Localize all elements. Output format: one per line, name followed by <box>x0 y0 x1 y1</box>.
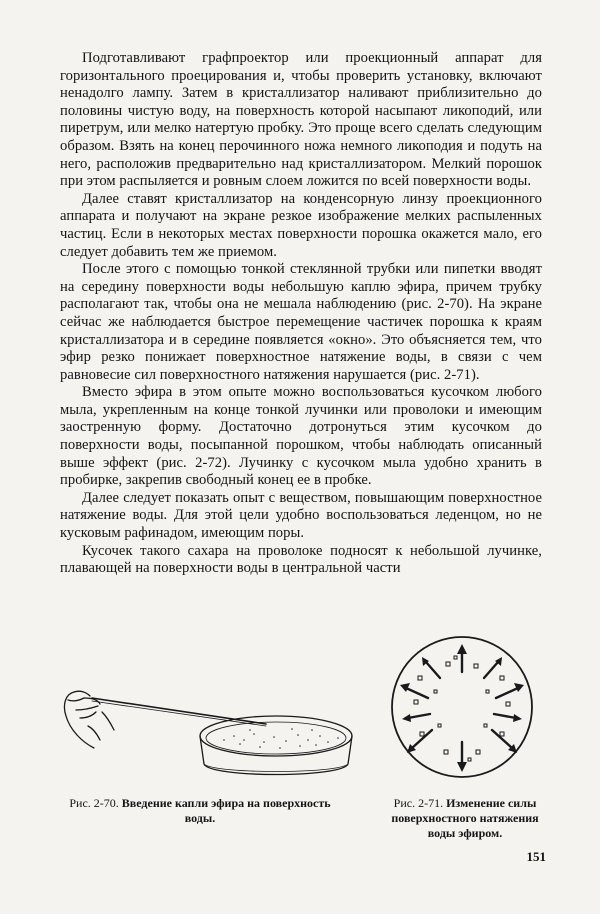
paragraph: После этого с помощью тонкой стеклянной трубки или пипетки вводят на середину поверхности воды небольшую каплю эфира, причем трубку располагают так, чтобы она не мешала наблюдению (рис. 2-70). На экране сейчас же наблюдается быстрое перемещение частичек порошка к краям кристаллизатора и в середине появляется «окно». Это объясняется тем, что эфир резко понижает поверхностное натяжение воды, в связи с чем равновесие сил поверхностного натяжения нарушается (рис. 2-71). <box>60 261 542 383</box>
force-arrows <box>406 650 518 766</box>
figure-2-70-label: Рис. 2-70. <box>69 796 119 810</box>
figure-2-71-caption-text: Изменение силы поверхностного натяжения воды эфиром. <box>391 796 539 840</box>
paragraph: Далее следует показать опыт с веществом, повышающим поверхностное натяжение воды. Для этой цели удобно воспользоваться леденцом, но не кусковым рафинадом, имеющим поры. <box>60 489 542 542</box>
paragraph: Подготавливают графпроектор или проекционный аппарат для горизонтального проецирования и, чтобы проверить установку, включают ненадолго лампу. Затем в кристаллизатор наливают приблизительно до половины чистую воду, на поверхность которой насыпают ликоподий, или пиретрум, или мелко натертую пробку. Это проще всего сделать следующим образом. Взять на конец перочинного ножа немного ликоподия и подуть на него, расположив предварительно над кристаллизатором. Мелкий порошок при этом распыляется и ровным слоем ложится по всей поверхности воды. <box>60 50 542 190</box>
body-text <box>60 50 542 578</box>
page-number: 151 <box>526 849 546 864</box>
paragraph: Далее ставят кристаллизатор на конденсорную линзу проекционного аппарата и получают на экране резкое изображение мелких распыленных частиц. Если в некоторых местах поверхности порошка окажется мало, его следует добавить тем же приемом. <box>60 190 542 260</box>
figure-2-71-illustration <box>388 632 536 782</box>
glass-tube <box>92 698 266 724</box>
paragraph: Вместо эфира в этом опыте можно воспользоваться кусочком любого мыла, укрепленным на конце тонкой лучинки или проволоки и имеющим заостренную форму. Достаточно дотронуться этим кусочком до поверхности воды, посыпанной порошком, чтобы наблюдать описанный выше эффект (рис. 2-72). Лучинку с кусочком мыла удобно хранить в пробирке, закрепив свободный конец ее в пробке. <box>60 384 542 489</box>
figure-2-70-caption <box>60 796 340 826</box>
figure-2-70-illustration <box>54 682 354 792</box>
paragraph: Кусочек такого сахара на проволоке подносят к небольшой лучинке, плавающей на поверхности воды в центральной части <box>60 542 542 577</box>
figure-2-71-label: Рис. 2-71. <box>393 796 444 810</box>
figure-2-71-caption <box>385 796 545 841</box>
figure-2-70-caption-text: Введение капли эфира на поверхность воды. <box>121 796 331 825</box>
